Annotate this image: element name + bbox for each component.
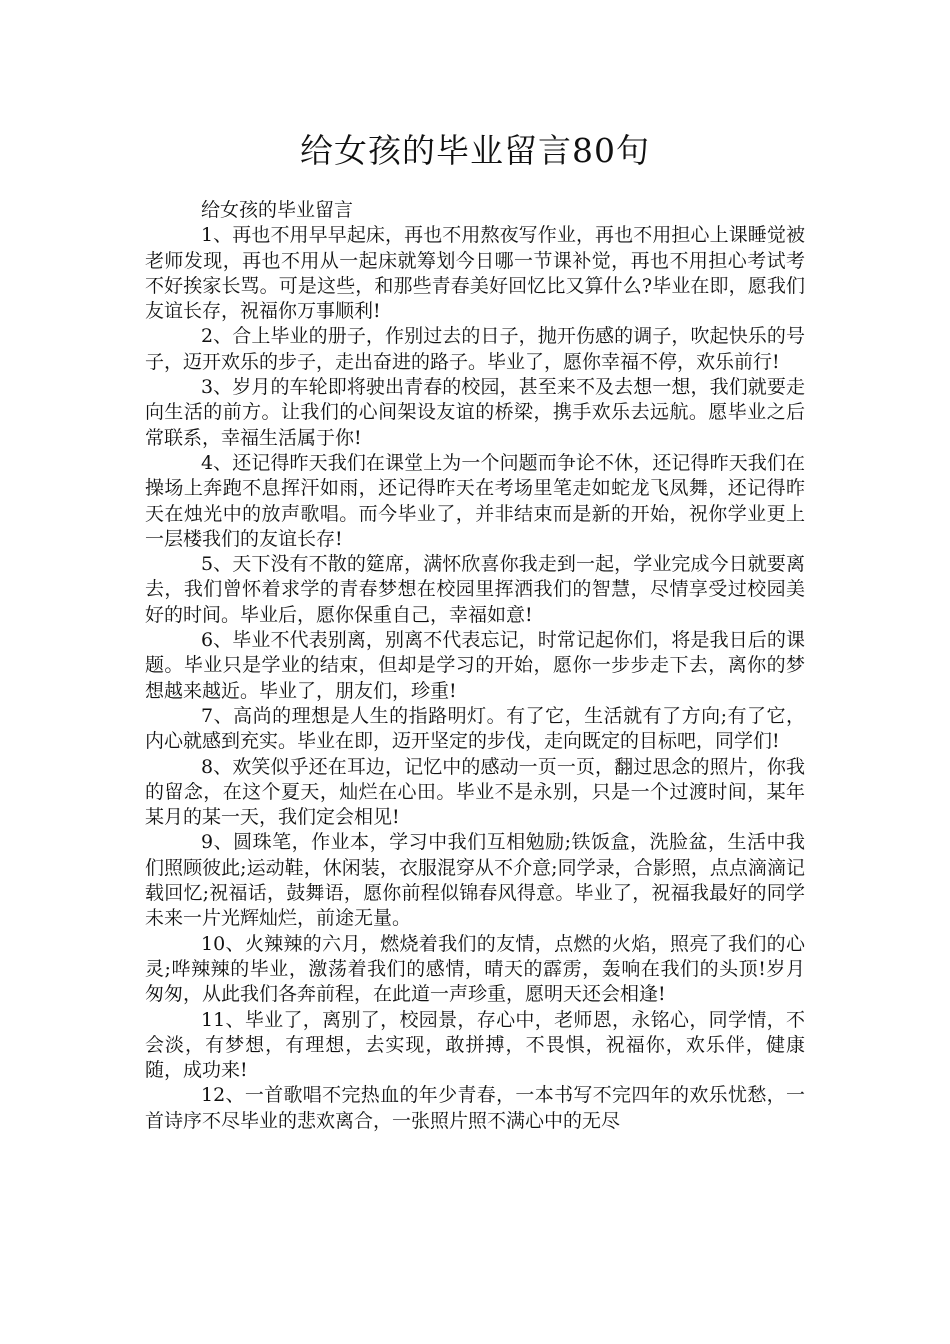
paragraph-5: 5、天下没有不散的筵席，满怀欣喜你我走到一起，学业完成今日就要离去，我们曾怀着求学的青春梦想在校园里挥洒我们的智慧，尽情享受过校园美好的时间。毕业后，愿你保重自己，幸福如意!: [145, 553, 805, 626]
paragraph-10: 10、火辣辣的六月，燃烧着我们的友情，点燃的火焰，照亮了我们的心灵;哗辣辣的毕业，激荡着我们的感情，晴天的霹雳，轰响在我们的头顶!岁月匆匆，从此我们各奔前程，在此道一声珍重，愿明天还会相逢!: [145, 932, 805, 1006]
document-body: [145, 198, 805, 1134]
paragraph-12: 12、一首歌唱不完热血的年少青春，一本书写不完四年的欢乐忧愁，一首诗序不尽毕业的悲欢离合，一张照片照不满心中的无尽: [145, 1084, 805, 1132]
document-title: 给女孩的毕业留言80句: [300, 131, 650, 170]
paragraph-11: 11、毕业了，离别了，校园景，存心中，老师恩，永铭心，同学情，不会淡，有梦想，有理想，去实现，敢拼搏，不畏惧，祝福你，欢乐伴，健康随，成功来!: [145, 1008, 805, 1082]
paragraph-8: 8、欢笑似乎还在耳边，记忆中的感动一页一页，翻过思念的照片，你我的留念，在这个夏天，灿烂在心田。毕业不是永别，只是一个过渡时间，某年某月的某一天，我们定会相见!: [145, 755, 805, 829]
paragraph-4: 4、还记得昨天我们在课堂上为一个问题而争论不休，还记得昨天我们在操场上奔跑不息挥汗如雨，还记得昨天在考场里笔走如蛇龙飞凤舞，还记得昨天在烛光中的放声歌唱。而今毕业了，并非结束而是新的开始，祝你学业更上一层楼我们的友谊长存!: [145, 451, 805, 550]
paragraph-3: 3、岁月的车轮即将驶出青春的校园，甚至来不及去想一想，我们就要走向生活的前方。让我们的心间架设友谊的桥梁，携手欢乐去远航。愿毕业之后常联系，幸福生活属于你!: [145, 376, 805, 449]
paragraph-6: 6、毕业不代表别离，别离不代表忘记，时常记起你们，将是我日后的课题。毕业只是学业的结束，但却是学习的开始，愿你一步步走下去，离你的梦想越来越近。毕业了，朋友们，珍重!: [145, 629, 805, 702]
paragraph-7: 7、高尚的理想是人生的指路明灯。有了它，生活就有了方向;有了它，内心就感到充实。毕业在即，迈开坚定的步伐，走向既定的目标吧，同学们!: [145, 704, 805, 753]
paragraph-2: 2、合上毕业的册子，作别过去的日子，抛开伤感的调子，吹起快乐的号子，迈开欢乐的步子，走出奋进的路子。毕业了，愿你幸福不停，欢乐前行!: [145, 325, 805, 373]
paragraph-1: 1、再也不用早早起床，再也不用熬夜写作业，再也不用担心上课睡觉被老师发现，再也不用从一起床就筹划今日哪一节课补觉，再也不用担心考试考不好挨家长骂。可是这些，和那些青春美好回忆比又算什么?毕业在即，愿我们友谊长存，祝福你万事顺利!: [145, 224, 805, 323]
section-heading: 给女孩的毕业留言: [201, 199, 354, 221]
paragraph-9: 9、圆珠笔，作业本，学习中我们互相勉励;铁饭盒，洗脸盆，生活中我们照顾彼此;运动鞋，休闲装，衣服混穿从不介意;同学录，合影照，点点滴滴记载回忆;祝福话，鼓舞语，愿你前程似锦春风得意。毕业了，祝福我最好的同学未来一片光辉灿烂，前途无量。: [145, 831, 805, 930]
